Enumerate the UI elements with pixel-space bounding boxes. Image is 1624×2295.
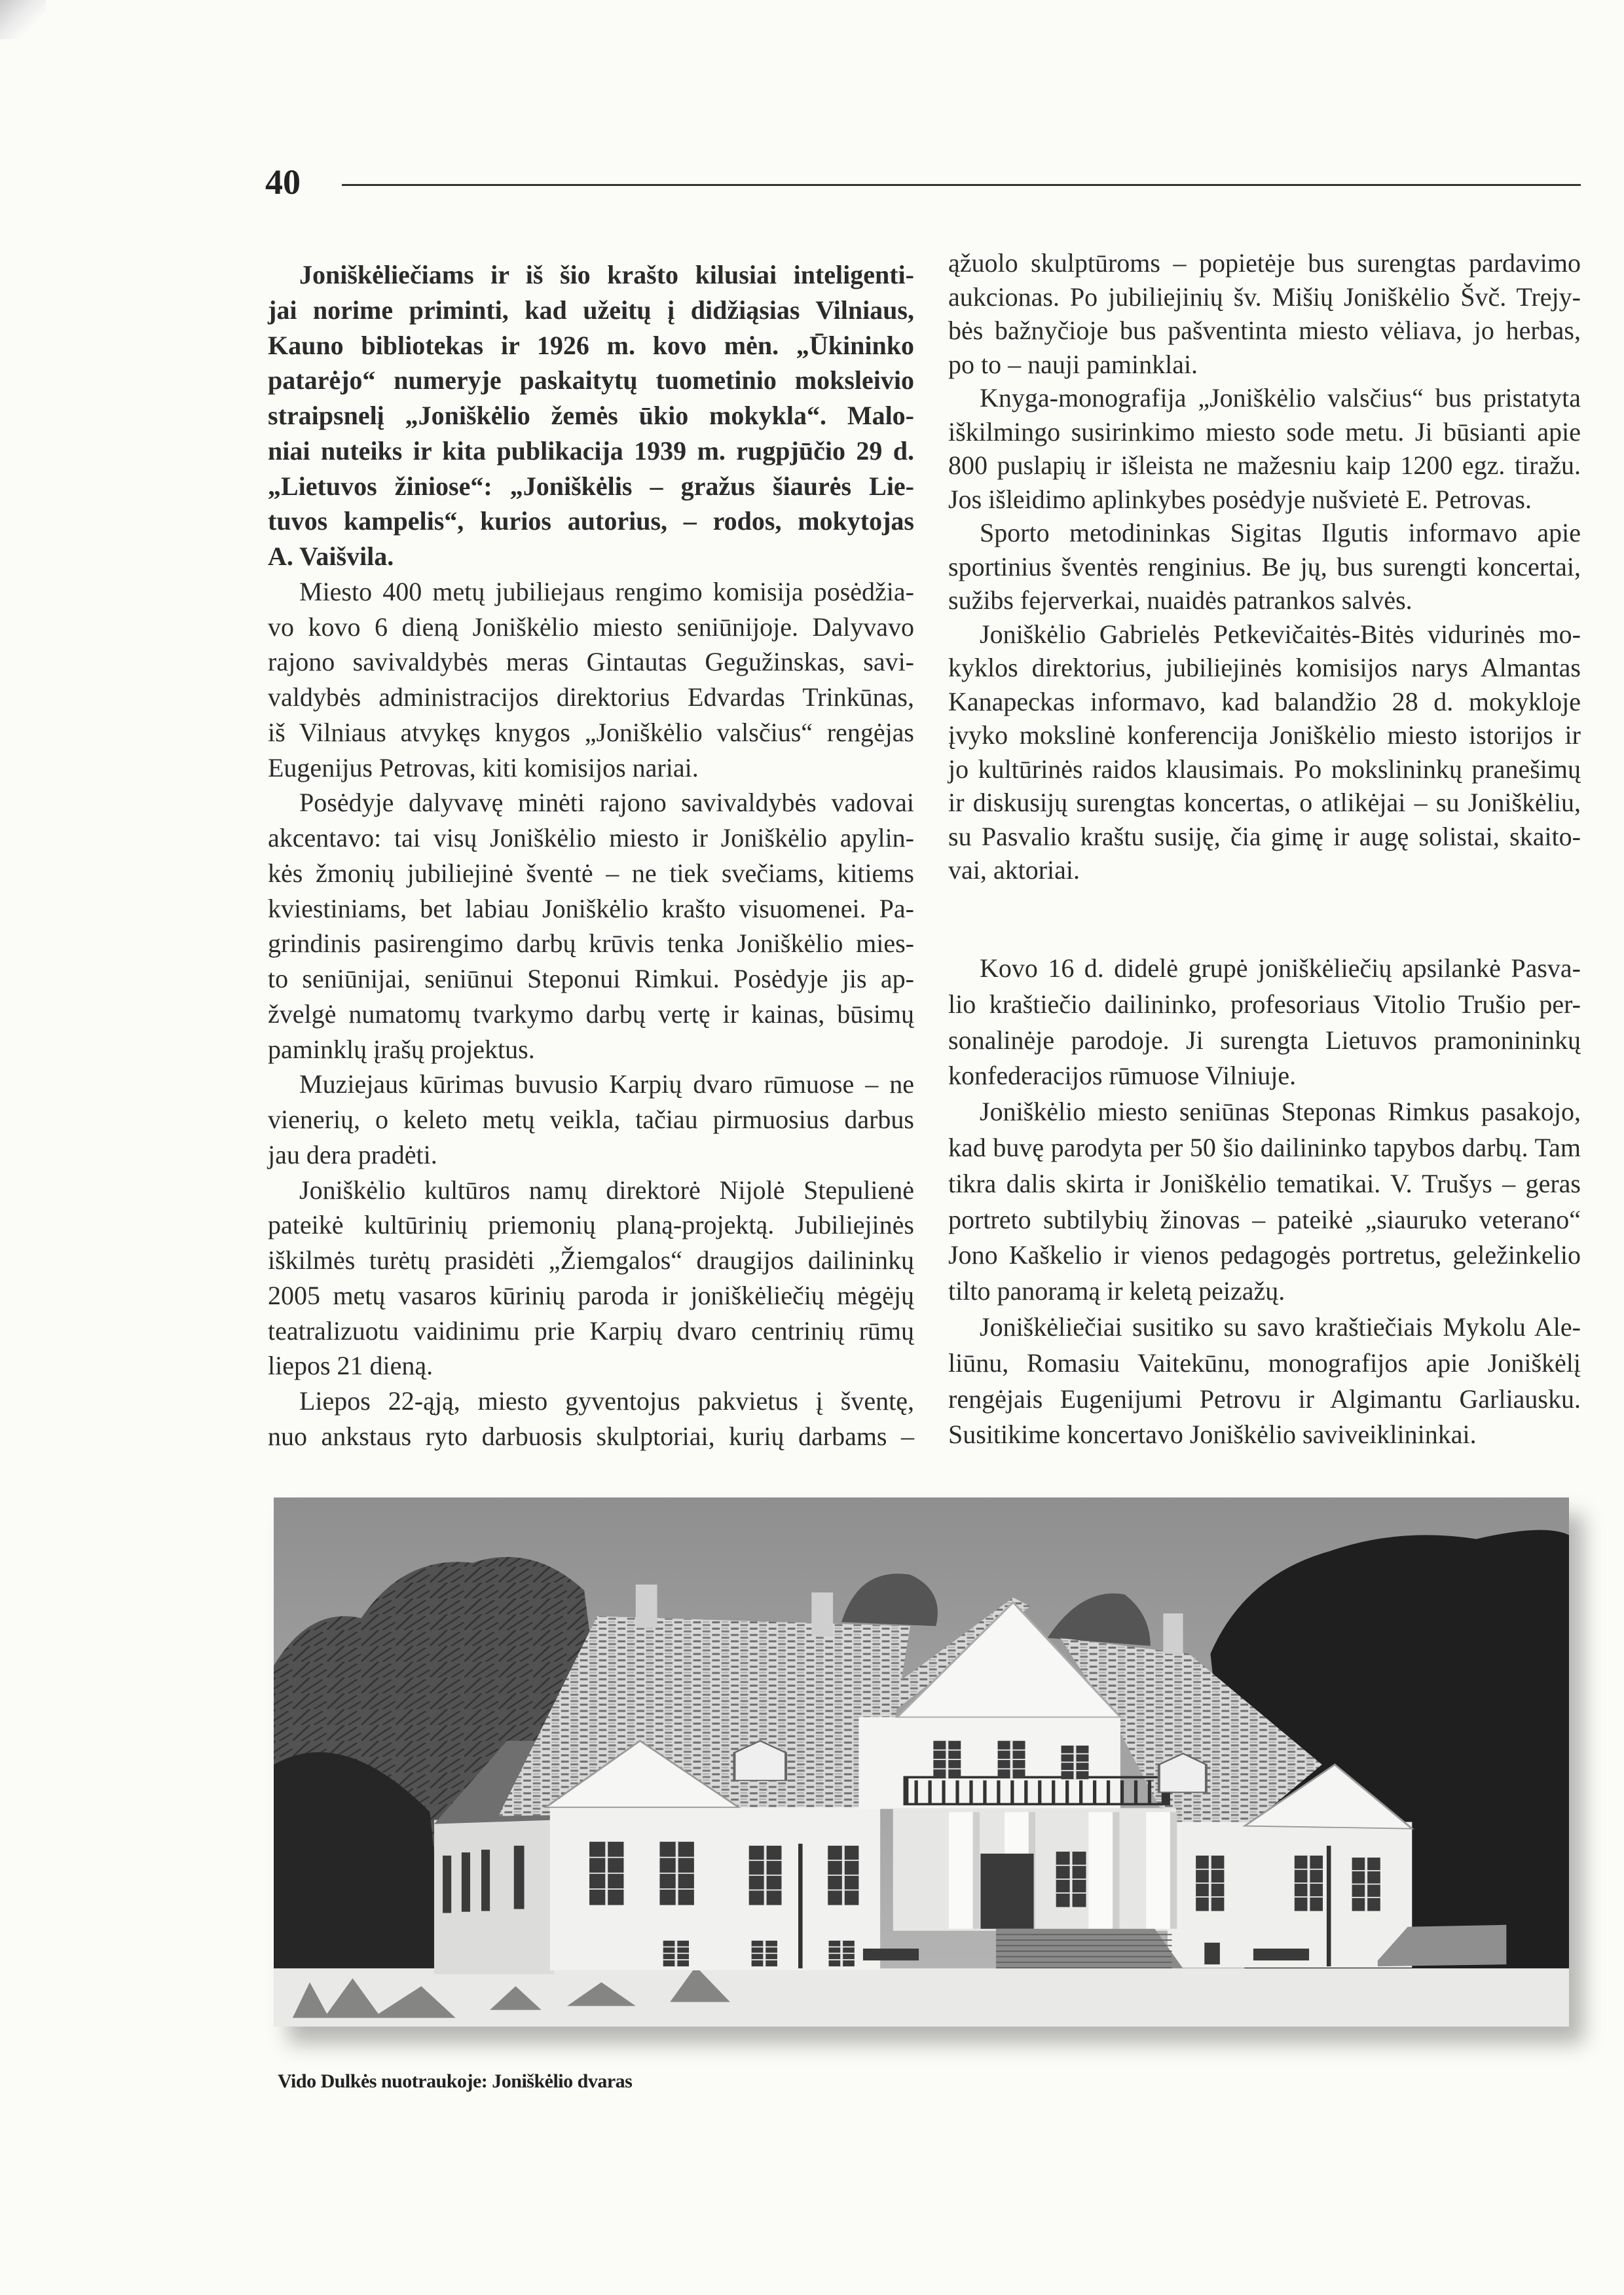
left-column (268, 257, 914, 1454)
baluster (1010, 1780, 1014, 1803)
text-line: Eugenijus Petrovas, kiti komisijos nariai. (268, 752, 699, 782)
window (443, 1856, 451, 1913)
text-line: rengėjais Eugenijumi Petrovu ir Algimantu Garliausku. (948, 1384, 1581, 1414)
step-edge (996, 1945, 1172, 1947)
text-line: valdybės administracijos direktorius Edvardas Trinkūnas, (268, 682, 914, 712)
text-line: Sporto metodininkas Sigitas Ilgutis informavo apie (980, 518, 1581, 547)
step-edge (996, 1951, 1172, 1952)
text-line: Joniškėliečiams ir iš šio krašto kilusiai inteligenti- (299, 260, 914, 289)
text-line: ąžuolo skulptūroms – popietėje bus surengtas pardavimo (948, 248, 1581, 278)
window-muntin (1010, 1741, 1013, 1778)
text-line: kyklos direktorius, jubiliejinės komisijos narys Almantas (948, 653, 1581, 682)
window-muntin (605, 1842, 608, 1905)
window-muntin (842, 1846, 845, 1905)
column-shade (973, 1812, 980, 1928)
paragraph (948, 951, 1581, 1094)
text-line: įvyko mokslinė konferencija Joniškėlio miesto istorijos ir (948, 720, 1581, 750)
bench (863, 1949, 919, 1960)
text-line: kės žmonių jubiliejinė šventė – ne tiek svečiams, kitiems (268, 858, 914, 888)
paragraph (948, 246, 1581, 381)
paragraph (268, 257, 914, 574)
text-line: vienerių, o keleto metų veikla, tačiau pirmuosius darbus (268, 1105, 914, 1134)
text-line: liūnu, Romasiu Vaitekūnu, monografijos apie Joniškėlį (948, 1348, 1581, 1378)
window-muntin (946, 1741, 948, 1778)
text-line: tilto panoramą ir keletą peizažų. (948, 1276, 1285, 1306)
text-line: patarėjo“ numeryje paskaitytų tuometinio moksleivio (268, 365, 914, 395)
manor-photo-illustration (274, 1497, 1569, 2027)
text-line: žvelgė numatomų tvarkymo darbų vertę ir kainas, būsimų (268, 999, 914, 1029)
text-line: Liepos 22-ąją, miesto gyventojus pakvietus į šventę, (299, 1386, 914, 1416)
paragraph (948, 516, 1581, 617)
scan-edge-shadow (0, 0, 46, 39)
paragraph (268, 785, 914, 1067)
text-line: vai, aktoriai. (948, 855, 1080, 885)
text-line: Kanapeckas informavo, kad balandžio 28 d. mokykloje (948, 686, 1581, 716)
photo-manor-house (274, 1497, 1569, 2027)
text-line: po to – nauji paminklai. (948, 349, 1198, 379)
text-line: kviestiniams, bet labiau Joniškėlio krašto visuomenei. Pa- (268, 893, 914, 923)
window (481, 1850, 490, 1911)
text-line: bės bažnyčioje bus pašventinta miesto vėliava, jo herbas, (948, 316, 1581, 345)
paragraph (948, 617, 1581, 887)
text-line: straipsnelį „Joniškėlio žemės ūkio mokykla“. Malo- (268, 401, 914, 430)
text-line: akcentavo: tai visų Joniškėlio miesto ir Joniškėlio apylin- (268, 823, 914, 853)
text-line: Muziejaus kūrimas buvusio Karpių dvaro rūmuose – ne (299, 1069, 914, 1099)
text-line: Kovo 16 d. didelė grupė joniškėliečių apsilankė Pasva- (980, 953, 1581, 983)
step-edge (996, 1967, 1172, 1968)
text-line: Jos išleidimo aplinkybes posėdyje nušvietė E. Petrovas. (948, 484, 1532, 514)
text-line: „Lietuvos žiniose“: „Joniškėlis – gražus šiaurės Lie- (268, 471, 914, 501)
chimney (1163, 1613, 1183, 1654)
text-line: sportinius šventės renginius. Be jų, bus surengti koncertai, (948, 551, 1581, 581)
paragraph (948, 381, 1581, 516)
baluster (997, 1780, 1000, 1803)
door (980, 1854, 1033, 1929)
window-muntin (764, 1846, 767, 1905)
window-muntin (763, 1941, 766, 1966)
step-edge (996, 1956, 1172, 1957)
text-line: iš Vilniaus atvykęs knygos „Joniškėlio valsčius“ rengėjas (268, 717, 914, 747)
text-line: A. Vaišvila. (268, 542, 394, 571)
right-column-upper (948, 246, 1581, 887)
baluster (1107, 1780, 1110, 1803)
paragraph (268, 1067, 914, 1172)
chimney (636, 1585, 657, 1628)
header-rule (342, 184, 1581, 186)
text-line: 800 puslapių ir išleista ne mažesniu kaip 1200 egz. tiražu. (948, 450, 1581, 480)
text-line: to seniūnijai, seniūnui Steponui Rimkui. Posėdyje jis ap- (268, 964, 914, 993)
right-column-lower (948, 951, 1581, 1453)
text-line: tuvos kampelis“, kurios autorius, – rodos, mokytojas (268, 506, 914, 536)
step-edge (996, 1934, 1172, 1936)
text-line: su Pasvalio kraštu susiję, čia gimę ir augę solistai, skaito- (948, 821, 1581, 851)
text-line: iškilmės turėtų prasidėti „Žiemgalos“ draugijos dailininkų (268, 1245, 914, 1275)
baluster (1038, 1780, 1041, 1803)
text-line: iškilmingo susirinkimo miesto sode metu. Ji būsianti apie (948, 416, 1581, 447)
text-line: portreto subtilybių žinovas – pateikė „siauruko veterano“ (948, 1204, 1581, 1234)
baluster (983, 1780, 986, 1803)
snow-ground (274, 1968, 1569, 2027)
text-line: pateikė kultūrinių priemonių planą-projektą. Jubiliejinės (268, 1210, 914, 1240)
text-line: niai nuteiks ir kita publikacija 1939 m. rugpjūčio 29 d. (268, 435, 914, 466)
column-shade (1170, 1812, 1177, 1928)
text-line: rajono savivaldybės meras Gintautas Gegužinskas, savi- (268, 647, 914, 677)
left-wing-wall (434, 1820, 554, 1975)
photo-caption: Vido Dulkės nuotraukoje: Joniškėlio dvaras (278, 2070, 633, 2092)
text-line: Susitikime koncertavo Joniškėlio saviveiklininkai. (948, 1420, 1477, 1450)
text-line: sužibs fejerverkai, nuaidės patrankos salvės. (948, 585, 1412, 615)
paragraph (268, 1173, 914, 1384)
window-muntin (1209, 1856, 1211, 1911)
baluster (1148, 1780, 1151, 1803)
paragraph (268, 1384, 914, 1454)
text-line: paminklų įrašų projektus. (268, 1034, 535, 1064)
window (514, 1846, 525, 1909)
baluster (1079, 1780, 1082, 1803)
text-line: jai norime priminti, kad užeitų į didžiąsias Vilniaus, (268, 295, 914, 325)
paragraph (948, 1094, 1581, 1310)
window-muntin (1070, 1852, 1073, 1907)
baluster (1093, 1780, 1096, 1803)
baluster (1065, 1780, 1069, 1803)
baluster (955, 1780, 959, 1803)
baluster (1120, 1780, 1124, 1803)
text-line: jo kultūrinės raidos klausimais. Po mokslininkų pranešimų (948, 754, 1581, 784)
baluster (1134, 1780, 1137, 1803)
text-line: Posėdyje dalyvavę minėti rajono savivaldybės vadovai (299, 788, 914, 818)
column-shade (1113, 1812, 1119, 1928)
text-line: Joniškėlio kultūros namų direktorė Nijolė Stepulienė (299, 1175, 914, 1205)
text-line: jau dera pradėti. (268, 1139, 437, 1169)
text-line: tikra dalis skirta ir Joniškėlio tematikai. V. Trušys – geras (948, 1168, 1581, 1198)
baluster (969, 1780, 972, 1803)
window (1204, 1943, 1220, 1964)
window (462, 1852, 470, 1912)
step-edge (996, 1939, 1172, 1941)
text-line: liepos 21 dieną. (268, 1351, 434, 1381)
text-line: Miesto 400 metų jubiliejaus rengimo komisija posėdžia- (299, 576, 914, 606)
text-line: vo kovo 6 dieną Joniškėlio miesto seniūnijoje. Dalyvavo (268, 612, 914, 642)
paragraph (268, 574, 914, 786)
text-line: teatralizuotu vaidinimu prie Karpių dvaro centrinių rūmų (268, 1315, 914, 1346)
text-line: 2005 metų vasaros kūrinių paroda ir joniškėliečių mėgėjų (268, 1280, 914, 1310)
window-muntin (1365, 1858, 1367, 1911)
text-line: konfederacijos rūmuose Vilniuje. (948, 1061, 1297, 1091)
step-edge (996, 1962, 1172, 1963)
text-line: grindinis pasirengimo darbų krūvis tenka Joniškėlio mies- (268, 928, 914, 959)
baluster (1024, 1780, 1027, 1803)
text-line: Joniškėlio Gabrielės Petkevičaitės-Bitės vidurinės mo- (980, 619, 1581, 649)
page-number: 40 (265, 162, 301, 202)
text-line: kad buvę parodyta per 50 šio dailininko tapybos darbų. Tam (948, 1132, 1581, 1162)
text-line: Knyga-monografija „Joniškėlio valsčius“ bus pristatyta (980, 383, 1581, 413)
baluster (1052, 1780, 1055, 1803)
window-muntin (1074, 1746, 1077, 1779)
text-line: Joniškėliečiai susitiko su savo kraštiečiais Mykolu Ale- (980, 1312, 1581, 1342)
bench (1253, 1949, 1309, 1960)
text-line: sonalinėje parodoje. Ji surengta Lietuvos pramonininkų (948, 1025, 1581, 1055)
text-line: Jono Kaškelio ir vienos pedagogės portretus, geležinkelio (948, 1240, 1581, 1270)
window-muntin (676, 1842, 678, 1905)
text-line: lio kraštiečio dailininko, profesoriaus Vitolio Trušio per- (948, 989, 1581, 1019)
text-line: aukcionas. Po jubiliejinių šv. Mišių Joniškėlio Švč. Trejy- (948, 282, 1581, 312)
chimney (811, 1592, 833, 1636)
baluster (928, 1780, 931, 1803)
window-muntin (1307, 1856, 1310, 1911)
baluster (915, 1780, 918, 1803)
text-line: ir diskusijų surengtas koncertas, o atlikėjai – su Joniškėliu, (948, 788, 1581, 817)
window-muntin (840, 1941, 843, 1966)
paragraph (948, 1310, 1581, 1453)
baluster (942, 1780, 945, 1803)
window-muntin (674, 1941, 677, 1966)
text-line: nuo ankstaus ryto darbuosis skulptoriai, kurių darbams – (268, 1421, 914, 1451)
text-line: Kauno bibliotekas ir 1926 m. kovo mėn. „Ūkininko (268, 330, 914, 360)
text-line: Joniškėlio miesto seniūnas Steponas Rimkus pasakojo, (980, 1097, 1581, 1127)
